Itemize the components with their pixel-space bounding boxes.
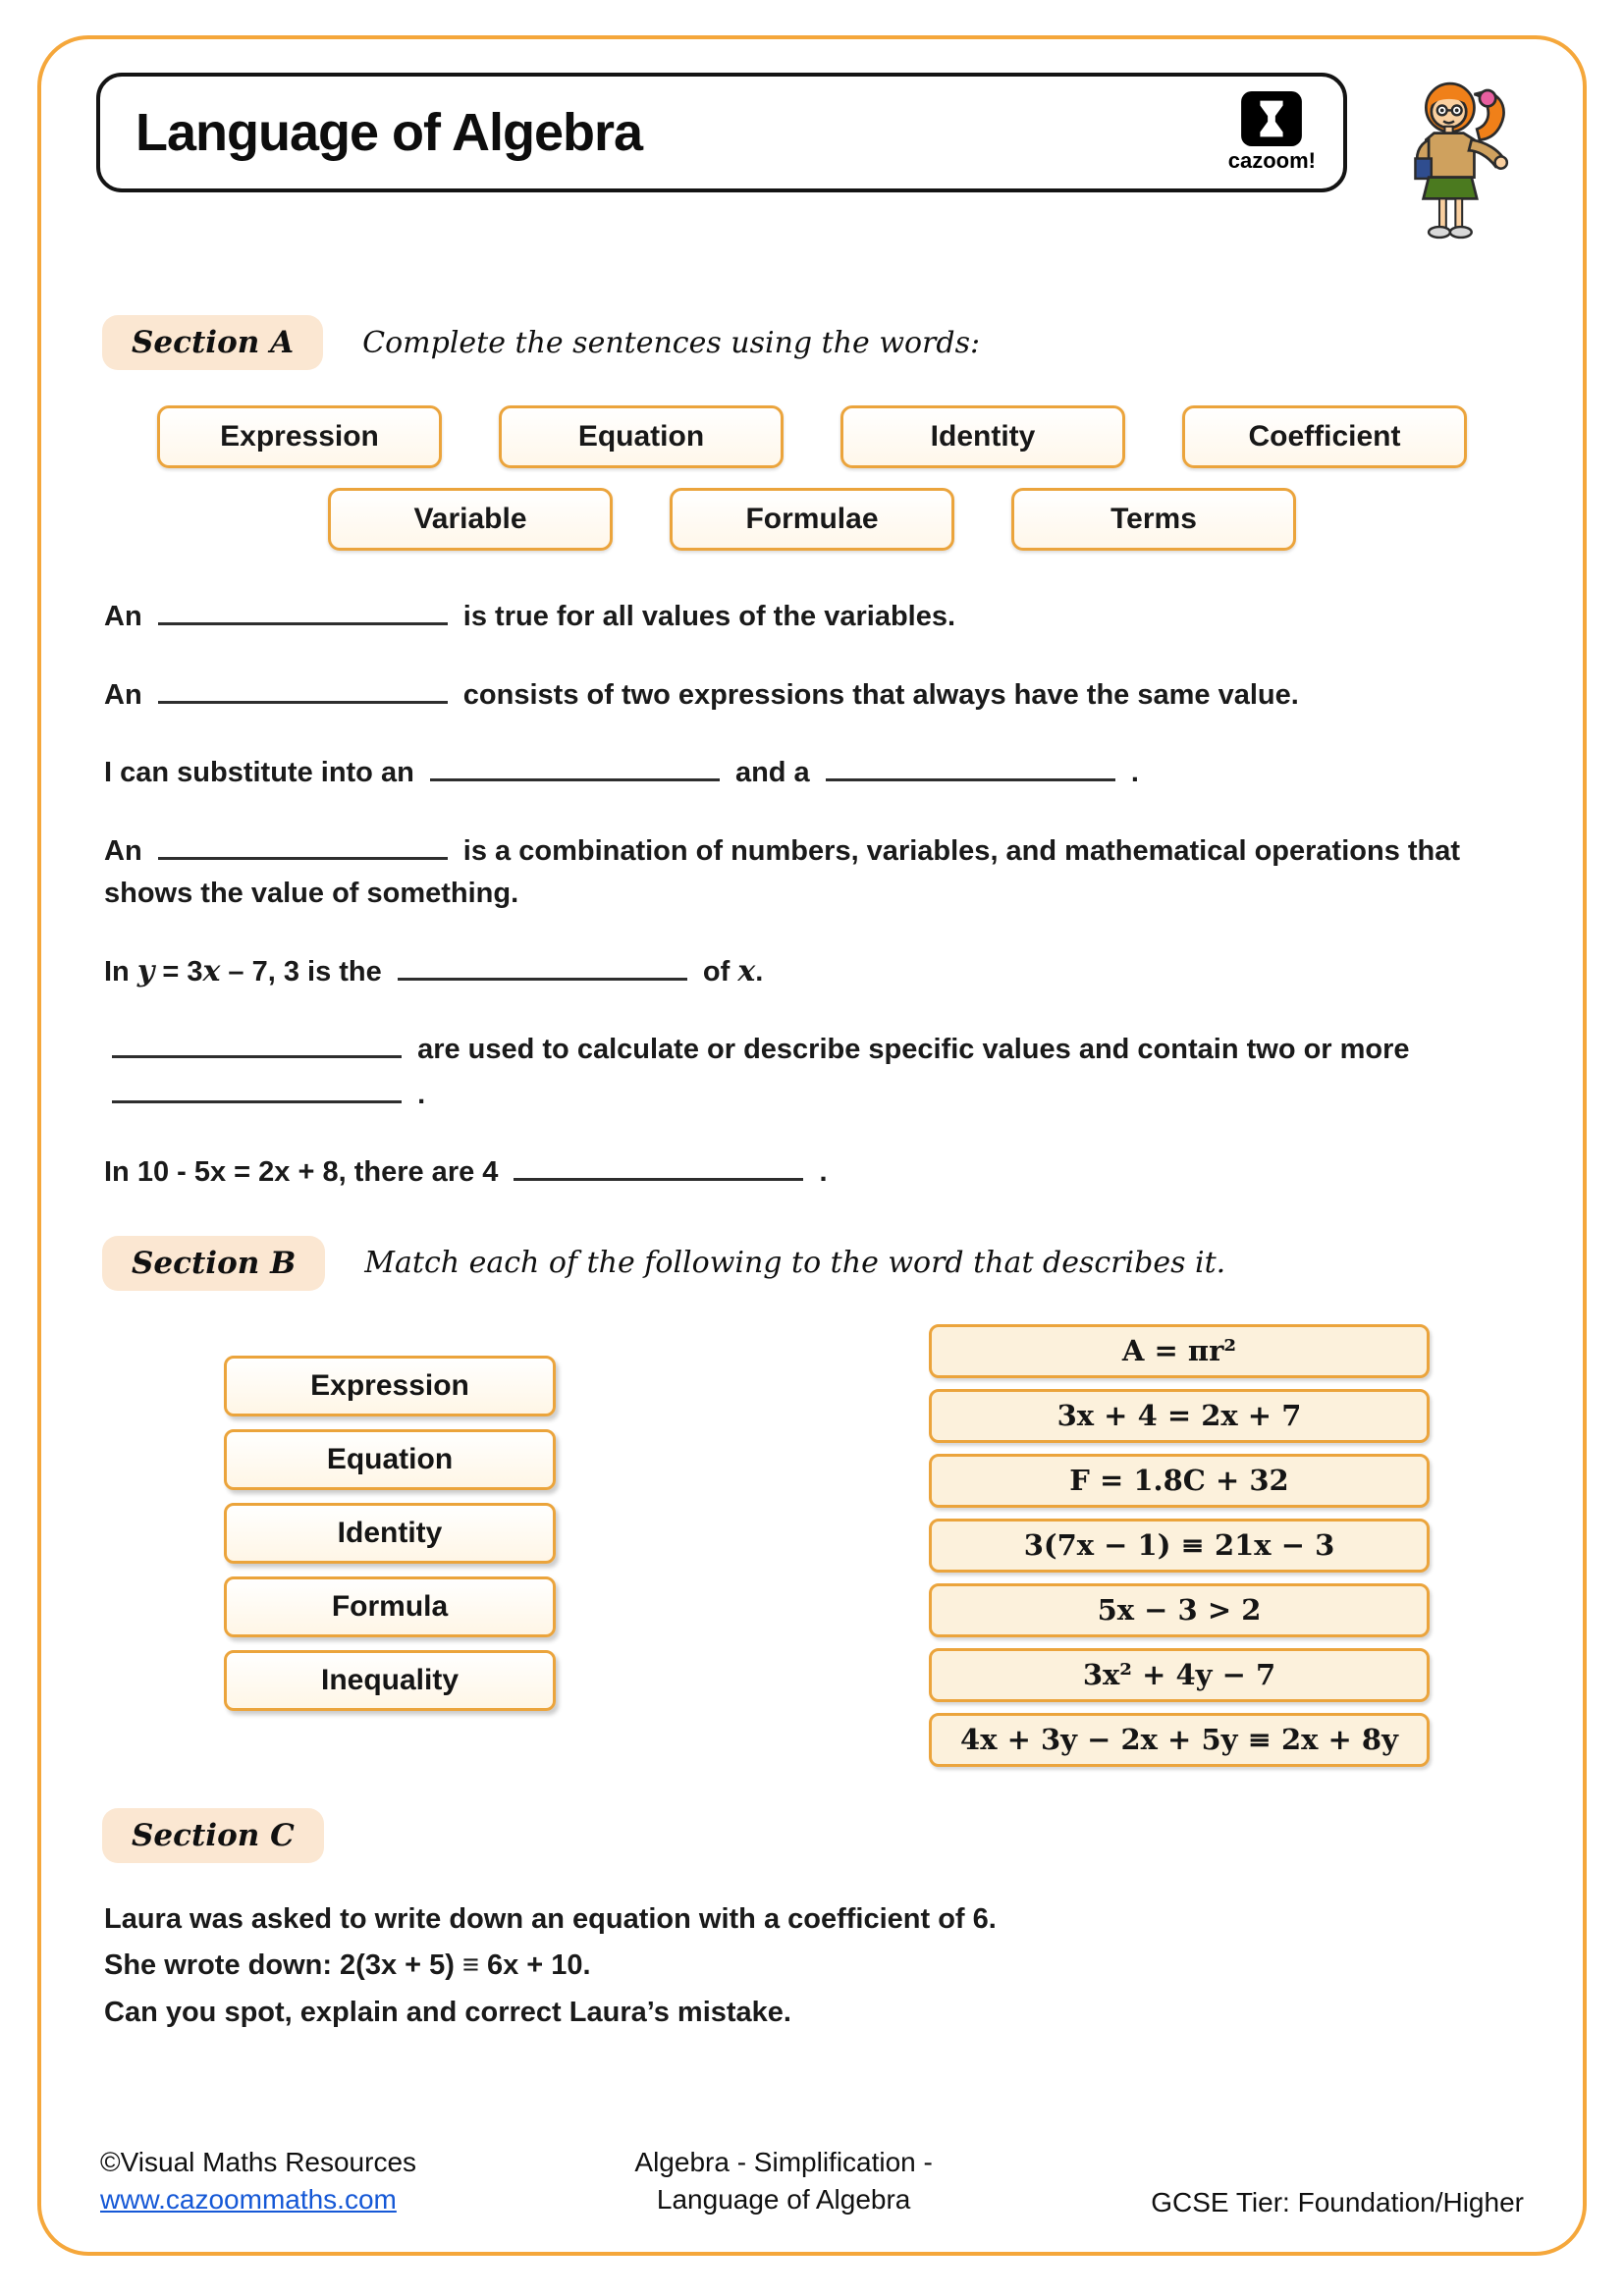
answer-blank: [398, 949, 687, 981]
worksheet-page: [37, 35, 1587, 2256]
sentence-text: and a: [734, 757, 810, 788]
sentence-text: In: [104, 955, 130, 988]
section-a-instruction: Complete the sentences using the words:: [362, 325, 981, 360]
sentence-text: I can substitute into an: [104, 757, 414, 788]
word-bank-row-2: [96, 488, 1528, 551]
problem-line: Laura was asked to write down an equation with a coefficient of 6.: [104, 1902, 997, 1935]
sentence-text: is a combination of numbers, variables, and mathematical operations that shows the value of something.: [104, 834, 1461, 909]
section-b-instruction: Match each of the following to the word that describes it.: [364, 1246, 1226, 1280]
word-bank-row-1: [96, 405, 1528, 468]
word-bank-item: Variable: [328, 488, 613, 551]
word-bank-item: Coefficient: [1182, 405, 1467, 468]
match-term-box: Formula: [224, 1576, 556, 1637]
sentence-text: .: [755, 955, 764, 988]
answer-blank: [158, 594, 448, 625]
sentence-text: of: [702, 955, 731, 988]
word-bank-item: Identity: [840, 405, 1125, 468]
sentence-text: An: [104, 834, 142, 867]
section-c-label: Section C: [102, 1808, 324, 1863]
footer-center: [634, 2144, 932, 2218]
match-expression-box: F = 1.8C + 32: [929, 1454, 1430, 1508]
word-bank-item: Equation: [499, 405, 784, 468]
section-a-label: Section A: [102, 315, 323, 370]
sentence-text: .: [1130, 757, 1139, 788]
sentence-1: [104, 594, 1520, 639]
footer: [96, 2144, 1528, 2222]
sentence-7: [104, 1149, 1520, 1195]
match-term-box: Inequality: [224, 1650, 556, 1711]
footer-topic-line1: Algebra - Simplification -: [634, 2147, 933, 2178]
copyright-text: ©Visual Maths Resources: [100, 2147, 417, 2178]
page-title: Language of Algebra: [135, 103, 643, 162]
word-bank-item: Terms: [1011, 488, 1296, 551]
answer-blank: [112, 1027, 402, 1058]
match-expression-box: A = πr²: [929, 1324, 1430, 1378]
sentence-2: [104, 672, 1520, 718]
header: [96, 73, 1528, 274]
sentence-text: .: [417, 1078, 426, 1110]
sentence-text: In 10 - 5x = 2x + 8, there are 4: [104, 1156, 499, 1188]
section-b-label: Section B: [102, 1236, 325, 1291]
match-expression-box: 3x + 4 = 2x + 7: [929, 1389, 1430, 1443]
mascot-girl-illustration: [1380, 73, 1528, 274]
sentence-text: are used to calculate or describe specific values and contain two or more: [417, 1034, 1410, 1065]
footer-left: [100, 2144, 416, 2218]
title-box: [96, 73, 1347, 192]
match-expressions-column: [929, 1324, 1430, 1767]
math-text: y: [136, 953, 155, 988]
sentence-text: – 7, 3 is the: [220, 955, 382, 988]
answer-blank: [514, 1149, 803, 1181]
word-bank-item: Formulae: [670, 488, 954, 551]
answer-blank: [112, 1072, 402, 1103]
sentence-text: = 3: [154, 955, 203, 988]
matching-exercise: [96, 1324, 1528, 1767]
sentence-text: consists of two expressions that always have the same value.: [462, 678, 1299, 711]
answer-blank: [158, 828, 448, 860]
problem-line: Can you spot, explain and correct Laura’s mistake.: [104, 1996, 791, 2028]
sentence-text: .: [819, 1156, 828, 1188]
match-term-box: Expression: [224, 1356, 556, 1416]
match-expression-box: 5x − 3 > 2: [929, 1583, 1430, 1637]
sentence-4: [104, 828, 1520, 916]
sentence-text: is true for all values of the variables.: [462, 601, 956, 632]
fill-in-sentences: [96, 561, 1528, 1195]
word-bank-item: Expression: [157, 405, 442, 468]
section-c-problem: [104, 1895, 1528, 2039]
section-a-header: [102, 315, 1528, 370]
match-expression-box: 3x² + 4y − 7: [929, 1648, 1430, 1702]
footer-tier: GCSE Tier: Foundation/Higher: [1151, 2187, 1524, 2217]
sentence-5: [104, 949, 1520, 994]
cazoom-logo-icon: [1241, 91, 1302, 146]
answer-blank: [430, 750, 720, 781]
math-text: x: [202, 953, 221, 988]
sentence-3: [104, 750, 1520, 795]
sentence-text: An: [104, 678, 142, 711]
answer-blank: [826, 750, 1115, 781]
problem-line: She wrote down: 2(3x + 5) ≡ 6x + 10.: [104, 1949, 591, 1981]
section-b-header: [102, 1236, 1528, 1291]
cazoom-logo-text: cazoom!: [1227, 148, 1316, 173]
match-terms-column: [224, 1356, 556, 1767]
footer-topic-line2: Language of Algebra: [656, 2184, 911, 2216]
math-text: x: [737, 953, 756, 988]
match-expression-box: 3(7x − 1) ≡ 21x − 3: [929, 1519, 1430, 1573]
match-term-box: Identity: [224, 1503, 556, 1564]
answer-blank: [158, 672, 448, 704]
match-expression-box: 4x + 3y − 2x + 5y ≡ 2x + 8y: [929, 1713, 1430, 1767]
sentence-text: An: [104, 601, 142, 632]
website-link[interactable]: www.cazoommaths.com: [100, 2184, 397, 2216]
section-c-header: [102, 1808, 1528, 1863]
sentence-6: [104, 1027, 1520, 1116]
cazoom-logo: [1228, 91, 1316, 174]
match-term-box: Equation: [224, 1429, 556, 1490]
